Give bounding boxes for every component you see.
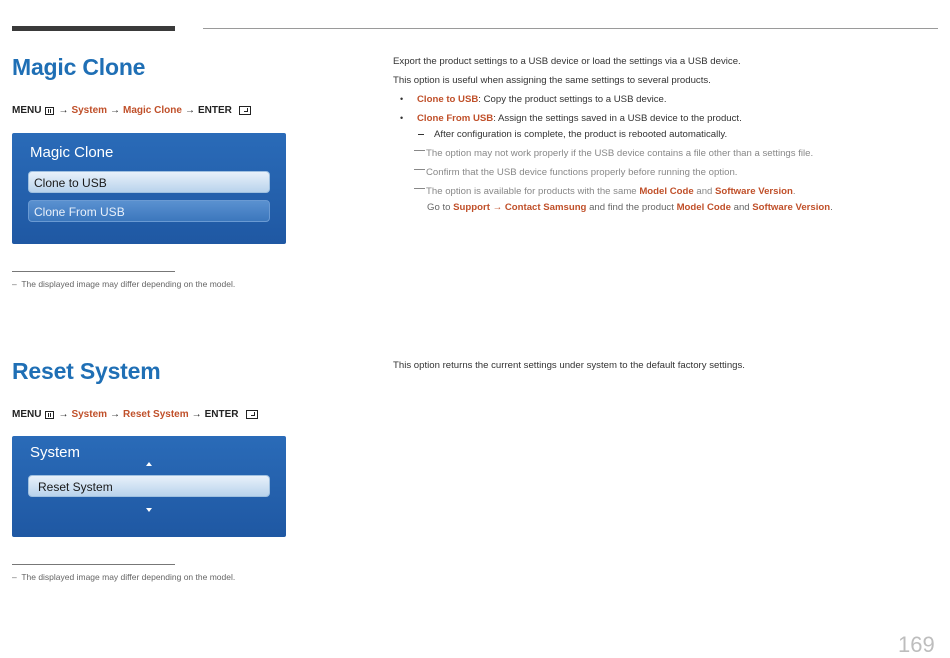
- menu-icon: [45, 107, 54, 115]
- note-text: The option may not work properly if the USB device contains a file other than a settings file.: [426, 148, 814, 159]
- enter-icon: [246, 410, 258, 419]
- enter-icon: [239, 106, 251, 115]
- footnote-rule: [12, 271, 175, 272]
- footnote-dash: –: [12, 279, 17, 289]
- bullet-dot: •: [400, 113, 404, 123]
- menu-label: MENU: [12, 409, 42, 420]
- reset-system-desc: This option returns the current settings under system to the default factory settings.: [393, 360, 745, 371]
- bullet-text: : Copy the product settings to a USB device.: [478, 94, 667, 105]
- osd-item-reset-system[interactable]: Reset System: [28, 475, 270, 497]
- magic-clone-desc-2: This option is useful when assigning the same settings to several products.: [393, 75, 711, 86]
- reset-system-menu-path: [12, 409, 258, 420]
- note-3b: [427, 202, 833, 213]
- header-thick-rule: [12, 26, 175, 31]
- term-model-code: Model Code: [639, 186, 694, 197]
- osd-title: Magic Clone: [30, 144, 114, 161]
- path-arrow: →: [110, 105, 121, 116]
- osd-title: System: [30, 444, 81, 461]
- bullet-dot: •: [400, 94, 404, 104]
- term-software-version: Software Version: [752, 202, 831, 213]
- footnote: [12, 279, 235, 289]
- footnote-text: The displayed image may differ depending on the model.: [21, 572, 236, 582]
- path-step-system: System: [71, 409, 108, 420]
- note-dash-icon: [414, 150, 425, 151]
- note-text: .: [792, 186, 796, 197]
- note-dash-icon: [414, 169, 425, 170]
- path-arrow: →: [184, 105, 195, 116]
- page-number: 169: [898, 632, 935, 657]
- term-support: Support: [453, 202, 490, 213]
- path-step-magic-clone: Magic Clone: [123, 105, 182, 116]
- note-text: Confirm that the USB device functions properly before running the option.: [426, 167, 738, 178]
- path-arrow: →: [110, 409, 121, 420]
- scroll-down-icon[interactable]: [146, 508, 152, 512]
- footnote-text: The displayed image may differ depending on the model.: [21, 279, 236, 289]
- note-dash-icon: [414, 188, 425, 189]
- note-1: [414, 148, 813, 159]
- dash-icon: [418, 134, 424, 135]
- reset-system-osd-panel: [12, 436, 286, 537]
- term-software-version: Software Version: [715, 186, 793, 197]
- note-text: and: [730, 202, 753, 213]
- bullet-clone-from-usb: [417, 113, 742, 124]
- term-contact-samsung: Contact Samsung: [504, 202, 587, 213]
- osd-item-clone-from-usb[interactable]: Clone From USB: [28, 200, 270, 222]
- path-arrow: →: [191, 409, 202, 420]
- enter-label: ENTER: [197, 105, 232, 116]
- term-model-code: Model Code: [676, 202, 731, 213]
- enter-label: ENTER: [204, 409, 239, 420]
- menu-icon: [45, 411, 54, 419]
- sub-note: [418, 129, 727, 140]
- term-clone-to-usb: Clone to USB: [417, 94, 479, 105]
- note-text: The option is available for products with the same: [426, 186, 640, 197]
- note-text: .: [830, 202, 833, 213]
- header-thin-rule: [203, 28, 938, 29]
- note-text: and find the product: [586, 202, 677, 213]
- path-arrow: →: [58, 105, 69, 116]
- menu-label: MENU: [12, 105, 42, 116]
- path-step-reset-system: Reset System: [123, 409, 189, 420]
- note-2: [414, 167, 737, 178]
- osd-item-clone-to-usb[interactable]: Clone to USB: [28, 171, 270, 193]
- magic-clone-desc-1: Export the product settings to a USB device or load the settings via a USB device.: [393, 56, 741, 67]
- footnote-rule: [12, 564, 175, 565]
- sub-note-text: After configuration is complete, the product is rebooted automatically.: [434, 129, 728, 140]
- magic-clone-menu-path: [12, 105, 251, 116]
- note-3: [414, 186, 796, 197]
- reset-system-title: Reset System: [12, 358, 161, 384]
- path-arrow: →: [489, 202, 505, 213]
- bullet-text: : Assign the settings saved in a USB device to the product.: [493, 113, 742, 124]
- footnote-dash: –: [12, 572, 17, 582]
- path-step-system: System: [71, 105, 108, 116]
- note-text: Go to: [427, 202, 454, 213]
- bullet-clone-to-usb: [417, 94, 667, 105]
- note-text: and: [693, 186, 716, 197]
- footnote: [12, 572, 235, 582]
- path-arrow: →: [58, 409, 69, 420]
- magic-clone-osd-panel: [12, 133, 286, 244]
- magic-clone-title: Magic Clone: [12, 54, 146, 80]
- term-clone-from-usb: Clone From USB: [417, 113, 494, 124]
- scroll-up-icon[interactable]: [146, 462, 152, 466]
